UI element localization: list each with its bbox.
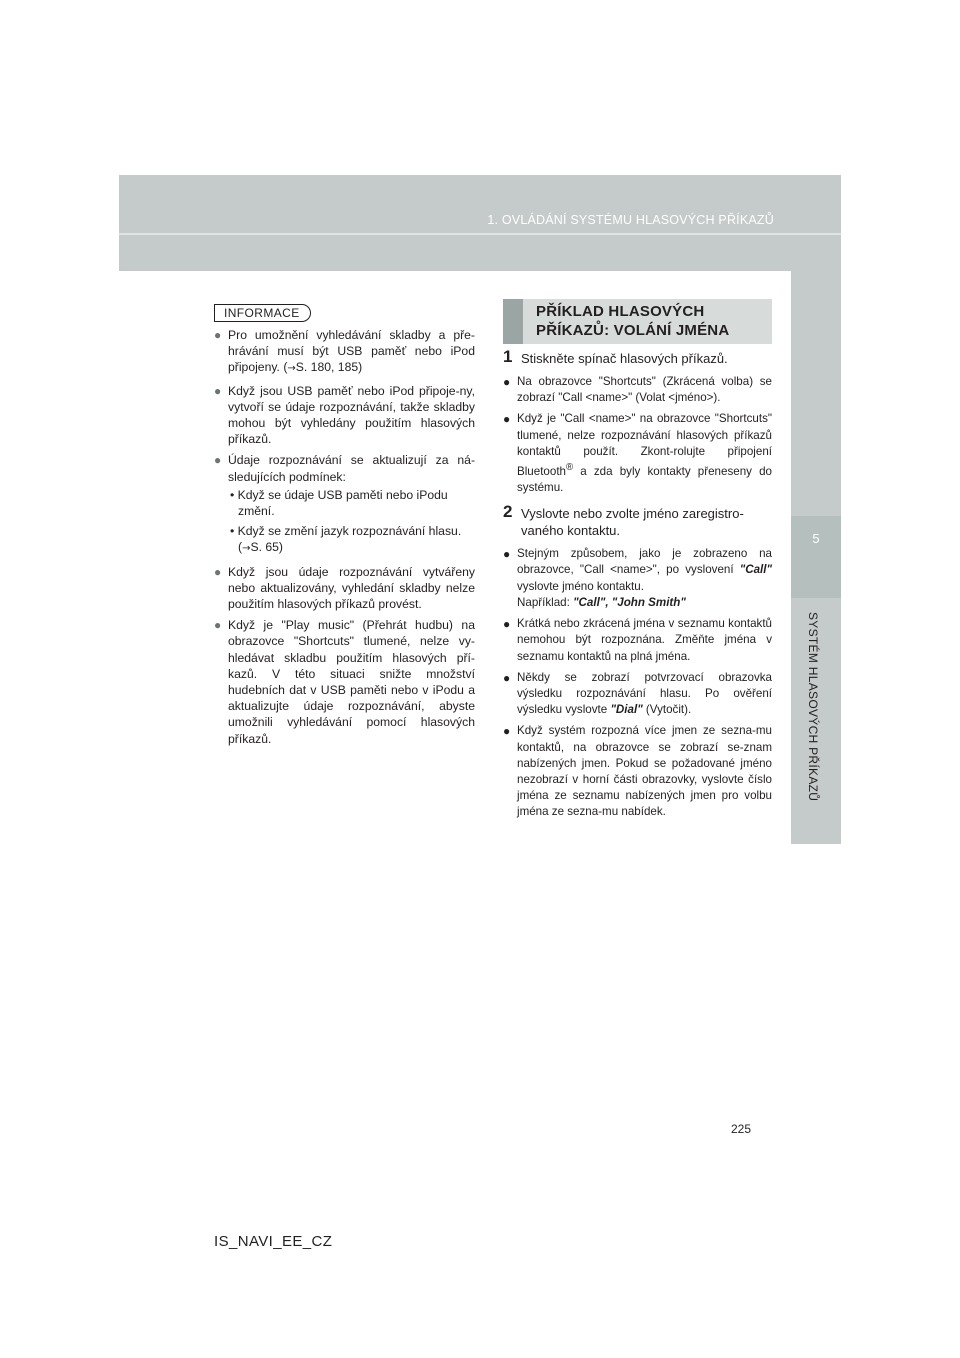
bullet-icon: ● <box>503 670 511 685</box>
step-bullet: ● Když je "Call <name>" na obrazovce "Shortcuts" tlumené, nelze rozpoznávání hlasových příkazů kontaktů použít. Zkont-rolujte připojení Bluetooth® a zda byly kontakty přeneseny do systému. <box>503 412 772 495</box>
side-tab-chapter-marker <box>791 516 841 598</box>
info-item: ● Když jsou údaje rozpoznávání vytvářeny nebo aktualizovány, vyhledání skladby nelze použitím hlasových příkazů provést. <box>214 564 475 612</box>
arrow-icon: → <box>242 543 251 555</box>
info-item: ● Když je "Play music" (Přehrát hudbu) na obrazovce "Shortcuts" tlumené, nelze vy-hledávat skladbu použitím hlasových pří-kazů. V této situaci snižte množství hudebních dat v USB paměti nebo v iPodu a aktualizujte údaje rozpoznávání, abyste umožnili vyhledávání pomocí hlasových příkazů. <box>214 618 475 746</box>
bullet-icon: ● <box>214 383 222 398</box>
bullet-icon: ● <box>214 453 222 468</box>
step-number: 1 <box>503 347 513 366</box>
bullet-icon: ● <box>503 375 511 389</box>
info-column <box>214 304 475 752</box>
page-number: 225 <box>731 1122 752 1136</box>
step-bullet: ● Na obrazovce "Shortcuts" (Zkrácená volba) se zobrazí "Call <name>" (Volat <jméno>). <box>503 375 772 405</box>
bullet-icon: ● <box>503 547 511 562</box>
header-band <box>119 175 841 271</box>
section-title-line2: PŘÍKAZŮ: VOLÁNÍ JMÉNA <box>536 322 730 339</box>
document-code: IS_NAVI_EE_CZ <box>214 1233 333 1250</box>
info-label: INFORMACE <box>214 304 311 322</box>
example-column <box>503 299 772 826</box>
bullet-icon: ● <box>503 412 511 427</box>
header-divider <box>119 233 841 235</box>
chapter-number: 5 <box>812 531 820 546</box>
section-title-line1: PŘÍKLAD HLASOVÝCH <box>536 303 705 320</box>
step-bullet: ● Krátká nebo zkrácená jména v seznamu kontaktů nemohou být rozpoznána. Změňte jména v seznamu kontaktů na plná jména. <box>503 617 772 663</box>
info-subitem: • Když se změní jazyk rozpoznávání hlasu. (→S. 65) <box>230 524 462 555</box>
bullet-icon: ● <box>503 617 511 632</box>
section-heading <box>503 299 772 344</box>
step-number: 2 <box>503 502 513 522</box>
arrow-icon: → <box>287 363 296 375</box>
info-item: ● Pro umožnění vyhledávání skladby a pře-hrávání musí být USB paměť nebo iPod připojeny. (→S. 180, 185) <box>214 328 475 375</box>
step-2: 2 Vyslovte nebo zvolte jméno zaregistro-vaného kontaktu. <box>503 502 744 539</box>
bullet-icon: ● <box>503 724 511 739</box>
info-subitem: • Když se údaje USB paměti nebo iPodu změní. <box>230 487 448 519</box>
step-1: 1 Stiskněte spínač hlasových příkazů. <box>503 347 728 366</box>
step-bullet: ● Když systém rozpozná více jmen ze sezna-mu kontaktů, na obrazovce se zobrazí se-znam nabízených jmen. Pokud se požadované jméno nezobrazí v horní části obrazovky, vyslovte číslo jména ze seznamu nabízených jmen pro volbu jména ze sezna-mu nabídek. <box>503 724 772 819</box>
section-heading-bar <box>503 299 523 344</box>
bullet-icon: ● <box>214 618 222 633</box>
chapter-title-vertical: SYSTÉM HLASOVÝCH PŘÍKAZŮ <box>806 612 820 802</box>
info-item: ● Když jsou USB paměť nebo iPod připoje-ny, vytvoří se údaje rozpoznávání, takže skladby mohou být vyhledány použitím hlasových příkazů. <box>214 383 475 447</box>
bullet-icon: ● <box>214 564 222 579</box>
step-bullet: ● Někdy se zobrazí potvrzovací obrazovka výsledku rozpoznávání hlasu. Po ověření výsledku vyslovte "Dial" (Vytočit). <box>503 670 772 717</box>
info-item: ● Údaje rozpoznávání se aktualizují za ná-sledujících podmínek: <box>214 453 475 484</box>
step-bullet: ● Stejným způsobem, jako je zobrazeno na obrazovce, "Call <name>", po vyslovení "Call" vyslovte jméno kontaktu. Například: "Call", "John Smith" <box>503 547 772 609</box>
running-header: 1. OVLÁDÁNÍ SYSTÉMU HLASOVÝCH PŘÍKAZŮ <box>487 213 774 227</box>
bullet-icon: ● <box>214 328 222 342</box>
side-tab-upper <box>791 271 841 516</box>
